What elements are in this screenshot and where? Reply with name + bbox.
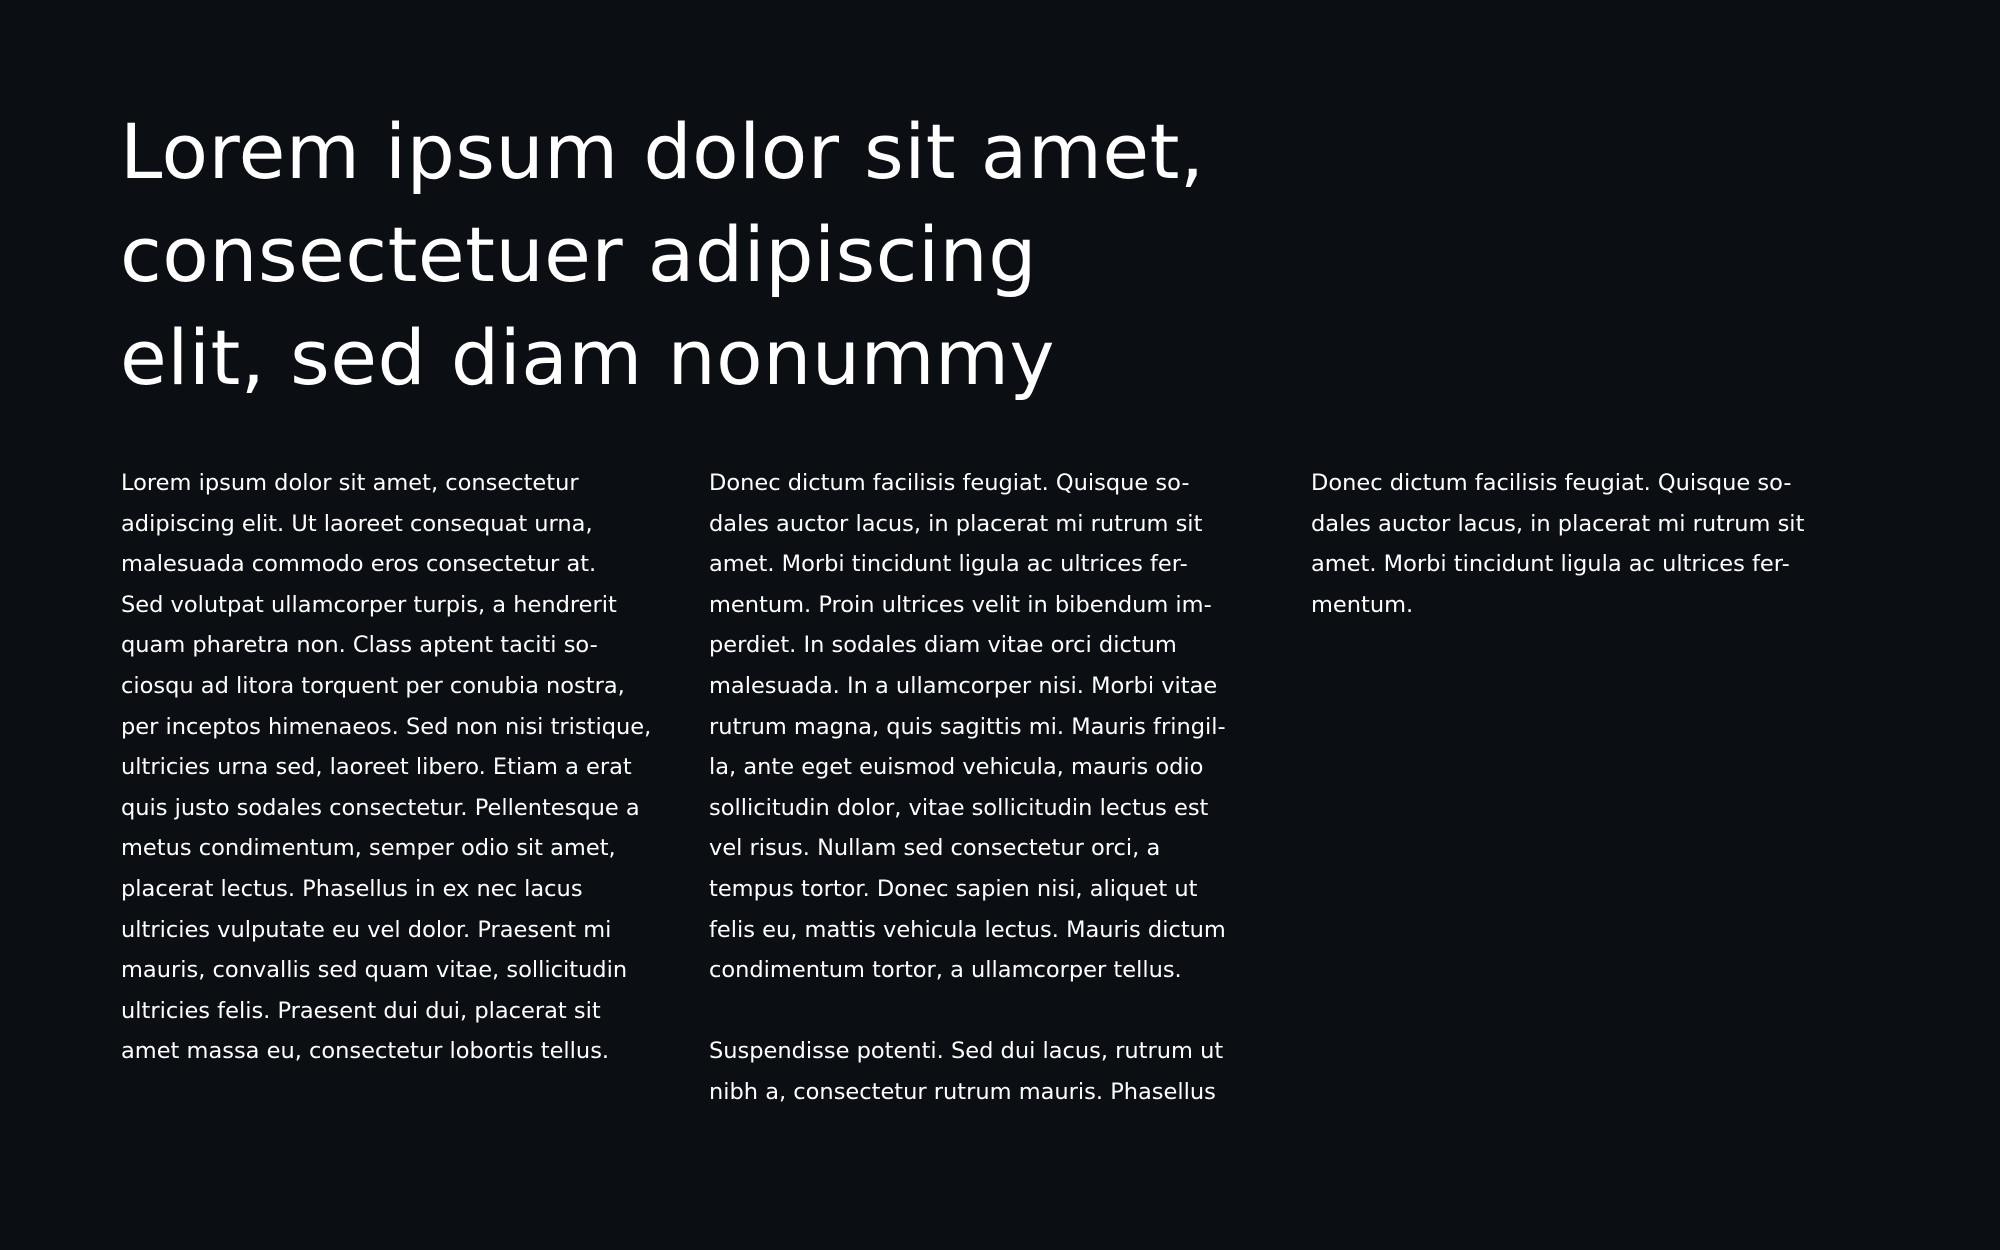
text-line: quis justo sodales consectetur. Pellentesque a [121,794,640,821]
text-line: Sed volutpat ullamcorper turpis, a hendrerit [121,591,617,618]
paragraph [121,463,681,1072]
text-line: ultricies felis. Praesent dui dui, placerat sit [121,997,601,1024]
text-line: metus condimentum, semper odio sit amet, [121,835,616,862]
text-line: mauris, convallis sed quam vitae, sollicitudin [121,957,628,984]
text-line: amet. Morbi tincidunt ligula ac ultrices fer- [709,551,1188,578]
text-line: perdiet. In sodales diam vitae orci dictum [709,632,1177,659]
headline [120,100,1420,409]
text-line: vel risus. Nullam sed consectetur orci, a [709,835,1161,862]
headline-line: Lorem ipsum dolor sit amet, [120,107,1205,196]
text-line: per inceptos himenaeos. Sed non nisi tristique, [121,713,652,740]
text-line: sollicitudin dolor, vitae sollicitudin lectus est [709,794,1209,821]
text-line: quam pharetra non. Class aptent taciti so- [121,632,598,659]
text-line: tempus tortor. Donec sapien nisi, aliquet ut [709,875,1198,902]
text-line: ciosqu ad litora torquent per conubia nostra, [121,672,625,699]
text-line: felis eu, mattis vehicula lectus. Mauris dictum [709,916,1226,943]
text-line: Donec dictum facilisis feugiat. Quisque so- [1311,470,1792,496]
text-line: ultricies urna sed, laoreet libero. Etiam a erat [121,754,632,781]
text-column-2 [709,463,1269,1113]
text-line: mentum. [1311,591,1414,618]
text-line: malesuada. In a ullamcorper nisi. Morbi vitae [709,672,1218,699]
text-line: condimentum tortor, a ullamcorper tellus. [709,957,1182,984]
text-line: amet massa eu, consectetur lobortis tellus. [121,1038,610,1065]
headline-line: elit, sed diam nonummy [120,313,1056,402]
text-column-1 [121,463,681,1072]
text-line: la, ante eget euismod vehicula, mauris odio [709,754,1204,781]
text-line: placerat lectus. Phasellus in ex nec lacus [121,875,583,902]
text-line: nibh a, consectetur rutrum mauris. Phasellus [709,1078,1216,1105]
headline-line: consectetuer adipiscing [120,210,1037,299]
text-line: malesuada commodo eros consectetur at. [121,551,597,578]
text-line: adipiscing elit. Ut laoreet consequat urna, [121,510,593,537]
text-line: rutrum magna, quis sagittis mi. Mauris fringil- [709,713,1226,740]
paragraph [709,1031,1269,1112]
text-line: mentum. Proin ultrices velit in bibendum im- [709,591,1212,618]
text-line: dales auctor lacus, in placerat mi rutrum sit [709,510,1203,537]
text-line: Suspendisse potenti. Sed dui lacus, rutrum ut [709,1038,1224,1065]
paragraph [709,463,1269,991]
text-column-3 [1311,463,1871,625]
text-line: dales auctor lacus, in placerat mi rutrum sit [1311,510,1805,537]
text-line: amet. Morbi tincidunt ligula ac ultrices fer- [1311,551,1790,578]
text-line: Donec dictum facilisis feugiat. Quisque so- [709,470,1190,496]
text-line: Lorem ipsum dolor sit amet, consectetur [121,470,579,496]
text-line: ultricies vulputate eu vel dolor. Praesent mi [121,916,612,943]
paragraph [1311,463,1871,625]
